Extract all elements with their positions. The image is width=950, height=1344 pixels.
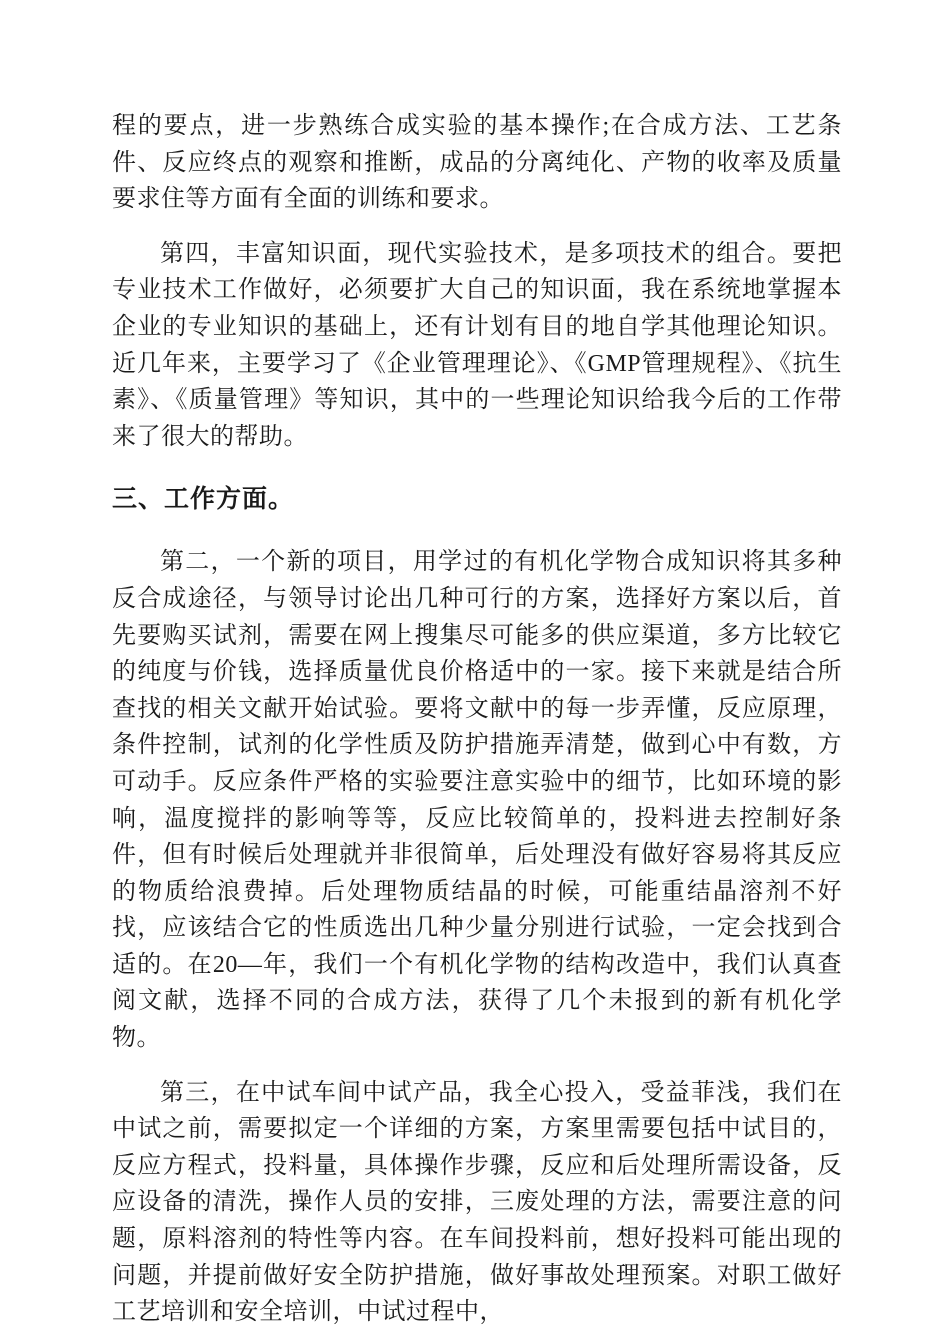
paragraph-pilot-test: 第三，在中试车间中试产品，我全心投入，受益菲浅，我们在中试之前，需要拟定一个详细的方案，方案里需要包括中试目的，反应方程式，投料量，具体操作步骤，反应和后处理所需设备，反应设备的清洗，操作人员的安排，三废处理的方法，需要注意的问题，原料溶剂的特性等内容。在车间投料前，想好投料可能出现的问题，并提前做好安全防护措施，做好事故处理预案。对职工做好工艺培训和安全培训，中试过程中， <box>112 1079 842 1326</box>
paragraph-project: 第二，一个新的项目，用学过的有机化学物合成知识将其多种反合成途径，与领导讨论出几种可行的方案，选择好方案以后，首先要购买试剂，需要在网上搜集尽可能多的供应渠道，多方比较它的纯度与价钱，选择质量优良价格适中的一家。接下来就是结合所查找的相关文献开始试验。要将文献中的每一步弄懂，反应原理，条件控制，试剂的化学性质及防护措施弄清楚，做到心中有数，方可动手。反应条件严格的实验要注意实验中的细节，比如环境的影响，温度搅拌的影响等等，反应比较简单的，投料进去控制好条件，但有时候后处理就并非很简单，后处理没有做好容易将其反应的物质给浪费掉。后处理物质结晶的时候，可能重结晶溶剂不好找，应该结合它的性质选出几种少量分别进行试验，一定会找到合适的。在20—年，我们一个有机化学物的结构改造中，我们认真查阅文献，选择不同的合成方法，获得了几个未报到的新有机化学物。 <box>112 549 842 1052</box>
paragraph-continuation: 程的要点，进一步熟练合成实验的基本操作;在合成方法、工艺条件、反应终点的观察和推断，成品的分离纯化、产物的收率及质量要求住等方面有全面的训练和要求。 <box>112 113 842 213</box>
section-heading-work: 三、工作方面。 <box>112 486 295 514</box>
paragraph-knowledge: 第四，丰富知识面，现代实验技术，是多项技术的组合。要把专业技术工作做好，必须要扩大自己的知识面，我在系统地掌握本企业的专业知识的基础上，还有计划有目的地自学其他理论知识。近几年来，主要学习了《企业管理理论》、《GMP管理规程》、《抗生素》、《质量管理》等知识，其中的一些理论知识给我今后的工作带来了很大的帮助。 <box>112 240 842 450</box>
